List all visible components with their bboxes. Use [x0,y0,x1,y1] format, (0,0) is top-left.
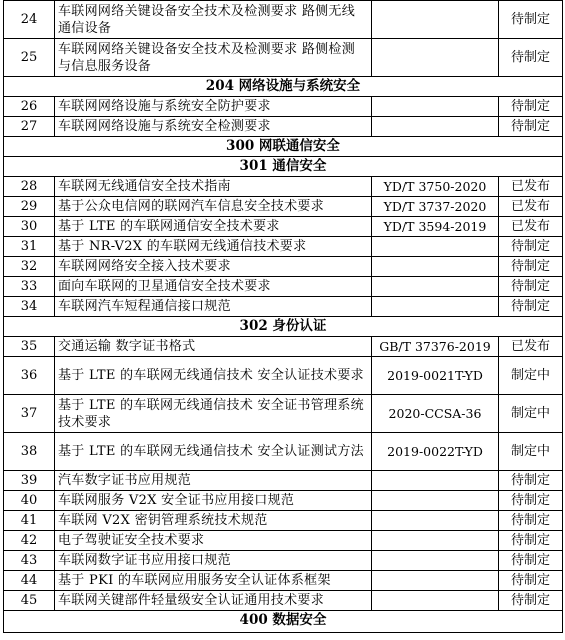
status-cell: 已发布 [499,197,563,217]
status-cell: 待制定 [499,297,563,317]
row-number-cell: 25 [4,39,55,77]
standards-table-wrapper [3,0,562,633]
row-number-cell: 37 [4,395,55,433]
status-cell: 待制定 [499,491,563,511]
table-row [4,177,563,197]
standard-code-cell [372,551,499,571]
standard-code-cell: GB/T 37376-2019 [372,337,499,357]
table-row [4,237,563,257]
section-heading-row [4,157,563,177]
section-heading: 301 通信安全 [4,157,563,177]
standard-code-cell [372,277,499,297]
row-number-cell: 27 [4,117,55,137]
section-heading: 204 网络设施与系统安全 [4,77,563,97]
row-number-cell: 43 [4,551,55,571]
section-heading-row [4,317,563,337]
table-row [4,39,563,77]
standard-code-cell [372,571,499,591]
standard-code-cell: 2019-0021T-YD [372,357,499,395]
row-number-cell: 29 [4,197,55,217]
standard-name-cell: 面向车联网的卫星通信安全技术要求 [55,277,372,297]
status-cell: 待制定 [499,511,563,531]
standard-name-cell: 车联网 V2X 密钥管理系统技术规范 [55,511,372,531]
status-cell: 待制定 [499,97,563,117]
row-number-cell: 32 [4,257,55,277]
section-heading-row [4,77,563,97]
standard-name-cell: 基于 PKI 的车联网应用服务安全认证体系框架 [55,571,372,591]
standard-name-cell: 车联网关键部件轻量级安全认证通用技术要求 [55,591,372,611]
standard-code-cell: YD/T 3750-2020 [372,177,499,197]
standard-name-cell: 基于 LTE 的车联网通信安全技术要求 [55,217,372,237]
status-cell: 待制定 [499,1,563,39]
standard-code-cell [372,237,499,257]
status-cell: 制定中 [499,433,563,471]
standard-code-cell [372,531,499,551]
table-row [4,491,563,511]
row-number-cell: 44 [4,571,55,591]
section-heading: 302 身份认证 [4,317,563,337]
status-cell: 待制定 [499,471,563,491]
row-number-cell: 34 [4,297,55,317]
table-row [4,551,563,571]
standard-name-cell: 车联网汽车短程通信接口规范 [55,297,372,317]
section-heading: 300 网联通信安全 [4,137,563,157]
standard-code-cell [372,257,499,277]
row-number-cell: 30 [4,217,55,237]
standard-code-cell: YD/T 3594-2019 [372,217,499,237]
table-row [4,337,563,357]
status-cell: 制定中 [499,357,563,395]
row-number-cell: 28 [4,177,55,197]
table-row [4,433,563,471]
standard-code-cell [372,297,499,317]
standard-code-cell [372,491,499,511]
standards-table-body [4,1,563,633]
row-number-cell: 24 [4,1,55,39]
table-row [4,197,563,217]
status-cell: 已发布 [499,217,563,237]
table-row [4,591,563,611]
table-row [4,471,563,491]
row-number-cell: 42 [4,531,55,551]
standard-code-cell: 2019-0022T-YD [372,433,499,471]
standard-name-cell: 车联网无线通信安全技术指南 [55,177,372,197]
standard-code-cell [372,511,499,531]
standard-name-cell: 基于 LTE 的车联网无线通信技术 安全认证测试方法 [55,433,372,471]
standard-name-cell: 车联网网络设施与系统安全防护要求 [55,97,372,117]
status-cell: 待制定 [499,39,563,77]
standard-name-cell: 车联网网络安全接入技术要求 [55,257,372,277]
table-row [4,257,563,277]
row-number-cell: 41 [4,511,55,531]
status-cell: 制定中 [499,395,563,433]
status-cell: 待制定 [499,531,563,551]
table-row [4,357,563,395]
table-row [4,117,563,137]
section-heading: 400 数据安全 [4,611,563,633]
row-number-cell: 36 [4,357,55,395]
row-number-cell: 35 [4,337,55,357]
row-number-cell: 33 [4,277,55,297]
standard-name-cell: 车联网数字证书应用接口规范 [55,551,372,571]
table-row [4,1,563,39]
standard-name-cell: 车联网网络关键设备安全技术及检测要求 路侧无线通信设备 [55,1,372,39]
standard-code-cell: 2020-CCSA-36 [372,395,499,433]
status-cell: 已发布 [499,337,563,357]
standard-name-cell: 汽车数字证书应用规范 [55,471,372,491]
standard-code-cell [372,117,499,137]
row-number-cell: 40 [4,491,55,511]
status-cell: 待制定 [499,551,563,571]
row-number-cell: 31 [4,237,55,257]
standards-table [3,0,563,633]
table-row [4,531,563,551]
status-cell: 待制定 [499,237,563,257]
table-row [4,97,563,117]
row-number-cell: 39 [4,471,55,491]
table-row [4,277,563,297]
status-cell: 待制定 [499,277,563,297]
standard-code-cell [372,471,499,491]
standard-name-cell: 基于 LTE 的车联网无线通信技术 安全证书管理系统技术要求 [55,395,372,433]
standard-name-cell: 交通运输 数字证书格式 [55,337,372,357]
standard-code-cell: YD/T 3737-2020 [372,197,499,217]
standard-name-cell: 车联网网络设施与系统安全检测要求 [55,117,372,137]
status-cell: 待制定 [499,257,563,277]
standard-name-cell: 电子驾驶证安全技术要求 [55,531,372,551]
row-number-cell: 38 [4,433,55,471]
standard-name-cell: 车联网服务 V2X 安全证书应用接口规范 [55,491,372,511]
standard-name-cell: 基于公众电信网的联网汽车信息安全技术要求 [55,197,372,217]
standard-code-cell [372,591,499,611]
section-heading-row [4,137,563,157]
status-cell: 待制定 [499,571,563,591]
table-row [4,217,563,237]
table-row [4,297,563,317]
row-number-cell: 45 [4,591,55,611]
table-row [4,511,563,531]
standard-code-cell [372,97,499,117]
table-row [4,571,563,591]
standard-name-cell: 基于 LTE 的车联网无线通信技术 安全认证技术要求 [55,357,372,395]
status-cell: 已发布 [499,177,563,197]
row-number-cell: 26 [4,97,55,117]
standard-name-cell: 车联网网络关键设备安全技术及检测要求 路侧检测与信息服务设备 [55,39,372,77]
table-row [4,395,563,433]
status-cell: 待制定 [499,591,563,611]
section-heading-row [4,611,563,633]
standard-name-cell: 基于 NR-V2X 的车联网无线通信技术要求 [55,237,372,257]
standard-code-cell [372,39,499,77]
standard-code-cell [372,1,499,39]
status-cell: 待制定 [499,117,563,137]
